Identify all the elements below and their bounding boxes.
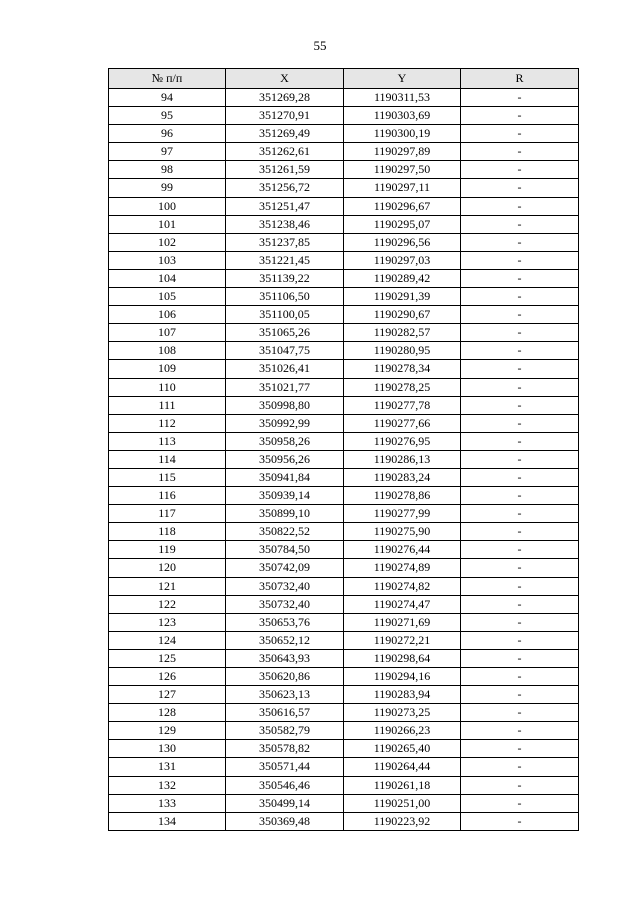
cell-x: 351269,49 [226,125,344,143]
cell-y: 1190296,67 [344,197,461,215]
cell-r: - [461,523,579,541]
cell-y: 1190283,94 [344,686,461,704]
cell-number: 114 [109,450,226,468]
cell-y: 1190282,57 [344,324,461,342]
table-row [109,722,579,740]
cell-x: 350653,76 [226,613,344,631]
cell-x: 351262,61 [226,143,344,161]
table-row [109,342,579,360]
table-row [109,161,579,179]
cell-y: 1190297,03 [344,251,461,269]
cell-number: 106 [109,306,226,324]
cell-number: 104 [109,269,226,287]
cell-y: 1190294,16 [344,668,461,686]
cell-x: 350732,40 [226,577,344,595]
cell-y: 1190251,00 [344,794,461,812]
cell-x: 350652,12 [226,631,344,649]
cell-number: 112 [109,414,226,432]
table-row [109,595,579,613]
cell-r: - [461,269,579,287]
table-row [109,107,579,125]
cell-y: 1190275,90 [344,523,461,541]
cell-y: 1190277,66 [344,414,461,432]
cell-number: 133 [109,794,226,812]
cell-r: - [461,125,579,143]
table-row [109,812,579,830]
cell-number: 94 [109,89,226,107]
cell-y: 1190274,82 [344,577,461,595]
table-row [109,125,579,143]
cell-r: - [461,414,579,432]
cell-number: 110 [109,378,226,396]
cell-number: 97 [109,143,226,161]
cell-y: 1190276,95 [344,432,461,450]
cell-x: 350620,86 [226,668,344,686]
cell-number: 109 [109,360,226,378]
cell-number: 125 [109,649,226,667]
cell-r: - [461,89,579,107]
cell-r: - [461,161,579,179]
cell-number: 124 [109,631,226,649]
table-row [109,378,579,396]
table-row [109,324,579,342]
cell-x: 350582,79 [226,722,344,740]
cell-r: - [461,668,579,686]
table-row [109,89,579,107]
table-row [109,668,579,686]
cell-r: - [461,233,579,251]
cell-r: - [461,631,579,649]
cell-r: - [461,649,579,667]
table-row [109,487,579,505]
cell-r: - [461,577,579,595]
cell-x: 350956,26 [226,450,344,468]
cell-x: 350578,82 [226,740,344,758]
cell-r: - [461,541,579,559]
table-row [109,704,579,722]
cell-r: - [461,794,579,812]
cell-y: 1190297,11 [344,179,461,197]
cell-number: 118 [109,523,226,541]
cell-y: 1190223,92 [344,812,461,830]
table-row [109,613,579,631]
cell-number: 130 [109,740,226,758]
table-row [109,269,579,287]
cell-x: 350732,40 [226,595,344,613]
cell-y: 1190295,07 [344,215,461,233]
cell-y: 1190289,42 [344,269,461,287]
table-row [109,414,579,432]
header-x: X [226,69,344,89]
cell-r: - [461,306,579,324]
cell-y: 1190311,53 [344,89,461,107]
cell-number: 129 [109,722,226,740]
cell-y: 1190283,24 [344,468,461,486]
cell-number: 105 [109,288,226,306]
cell-x: 350822,52 [226,523,344,541]
cell-x: 350941,84 [226,468,344,486]
cell-r: - [461,432,579,450]
cell-x: 351270,91 [226,107,344,125]
cell-number: 111 [109,396,226,414]
cell-x: 351251,47 [226,197,344,215]
cell-r: - [461,758,579,776]
cell-y: 1190271,69 [344,613,461,631]
cell-y: 1190277,99 [344,505,461,523]
cell-x: 350998,80 [226,396,344,414]
cell-x: 351026,41 [226,360,344,378]
cell-number: 132 [109,776,226,794]
cell-r: - [461,812,579,830]
cell-x: 351065,26 [226,324,344,342]
cell-y: 1190300,19 [344,125,461,143]
table-row [109,360,579,378]
table-row [109,197,579,215]
cell-r: - [461,613,579,631]
cell-number: 131 [109,758,226,776]
cell-y: 1190272,21 [344,631,461,649]
cell-x: 350546,46 [226,776,344,794]
cell-r: - [461,342,579,360]
cell-y: 1190266,23 [344,722,461,740]
cell-number: 95 [109,107,226,125]
cell-r: - [461,396,579,414]
cell-r: - [461,740,579,758]
cell-number: 100 [109,197,226,215]
cell-y: 1190290,67 [344,306,461,324]
cell-r: - [461,487,579,505]
table-row [109,686,579,704]
page-number: 55 [313,38,327,53]
table-row [109,577,579,595]
table-row [109,179,579,197]
cell-r: - [461,324,579,342]
cell-number: 117 [109,505,226,523]
table-row [109,758,579,776]
cell-r: - [461,686,579,704]
cell-x: 351261,59 [226,161,344,179]
cell-number: 96 [109,125,226,143]
table-row [109,143,579,161]
cell-x: 350742,09 [226,559,344,577]
cell-y: 1190291,39 [344,288,461,306]
cell-r: - [461,776,579,794]
cell-x: 350616,57 [226,704,344,722]
cell-x: 350623,13 [226,686,344,704]
cell-number: 102 [109,233,226,251]
cell-y: 1190264,44 [344,758,461,776]
table-header-row [109,69,579,89]
cell-r: - [461,288,579,306]
cell-x: 351139,22 [226,269,344,287]
table-row [109,541,579,559]
cell-y: 1190261,18 [344,776,461,794]
cell-y: 1190277,78 [344,396,461,414]
table-row [109,649,579,667]
table-row [109,251,579,269]
cell-y: 1190276,44 [344,541,461,559]
cell-r: - [461,595,579,613]
cell-number: 122 [109,595,226,613]
cell-y: 1190280,95 [344,342,461,360]
cell-r: - [461,143,579,161]
cell-x: 351021,77 [226,378,344,396]
table-row [109,559,579,577]
cell-y: 1190286,13 [344,450,461,468]
cell-number: 99 [109,179,226,197]
cell-number: 108 [109,342,226,360]
table-row [109,468,579,486]
cell-x: 351256,72 [226,179,344,197]
table-row [109,631,579,649]
cell-y: 1190273,25 [344,704,461,722]
table-row [109,233,579,251]
header-y: Y [344,69,461,89]
cell-x: 351047,75 [226,342,344,360]
cell-x: 350643,93 [226,649,344,667]
cell-x: 351269,28 [226,89,344,107]
table-row [109,215,579,233]
cell-number: 120 [109,559,226,577]
header-r: R [461,69,579,89]
cell-x: 350899,10 [226,505,344,523]
cell-y: 1190297,50 [344,161,461,179]
cell-y: 1190265,40 [344,740,461,758]
cell-y: 1190298,64 [344,649,461,667]
cell-number: 103 [109,251,226,269]
cell-r: - [461,378,579,396]
cell-x: 350992,99 [226,414,344,432]
cell-y: 1190278,86 [344,487,461,505]
cell-x: 350369,48 [226,812,344,830]
coordinates-table [108,68,579,831]
cell-number: 127 [109,686,226,704]
cell-y: 1190274,89 [344,559,461,577]
cell-r: - [461,179,579,197]
cell-x: 350784,50 [226,541,344,559]
cell-r: - [461,197,579,215]
cell-r: - [461,722,579,740]
cell-x: 351100,05 [226,306,344,324]
table-row [109,776,579,794]
cell-r: - [461,468,579,486]
cell-number: 119 [109,541,226,559]
cell-number: 101 [109,215,226,233]
cell-y: 1190278,34 [344,360,461,378]
table-row [109,432,579,450]
cell-number: 128 [109,704,226,722]
cell-y: 1190303,69 [344,107,461,125]
table-row [109,505,579,523]
cell-r: - [461,704,579,722]
cell-y: 1190297,89 [344,143,461,161]
cell-number: 116 [109,487,226,505]
table-row [109,306,579,324]
cell-r: - [461,107,579,125]
cell-number: 98 [109,161,226,179]
cell-number: 115 [109,468,226,486]
cell-x: 350939,14 [226,487,344,505]
table-row [109,396,579,414]
cell-r: - [461,360,579,378]
cell-x: 350571,44 [226,758,344,776]
table-row [109,450,579,468]
cell-number: 113 [109,432,226,450]
cell-x: 351238,46 [226,215,344,233]
cell-x: 351221,45 [226,251,344,269]
cell-x: 350958,26 [226,432,344,450]
cell-x: 350499,14 [226,794,344,812]
table-row [109,523,579,541]
cell-number: 126 [109,668,226,686]
cell-number: 134 [109,812,226,830]
cell-number: 107 [109,324,226,342]
header-number: № п/п [109,69,226,89]
cell-x: 351237,85 [226,233,344,251]
cell-number: 123 [109,613,226,631]
cell-r: - [461,450,579,468]
table-row [109,740,579,758]
table-row [109,794,579,812]
cell-r: - [461,251,579,269]
cell-y: 1190274,47 [344,595,461,613]
cell-number: 121 [109,577,226,595]
table-row [109,288,579,306]
cell-x: 351106,50 [226,288,344,306]
cell-y: 1190296,56 [344,233,461,251]
cell-r: - [461,215,579,233]
table-body [109,89,579,831]
cell-r: - [461,559,579,577]
cell-y: 1190278,25 [344,378,461,396]
cell-r: - [461,505,579,523]
